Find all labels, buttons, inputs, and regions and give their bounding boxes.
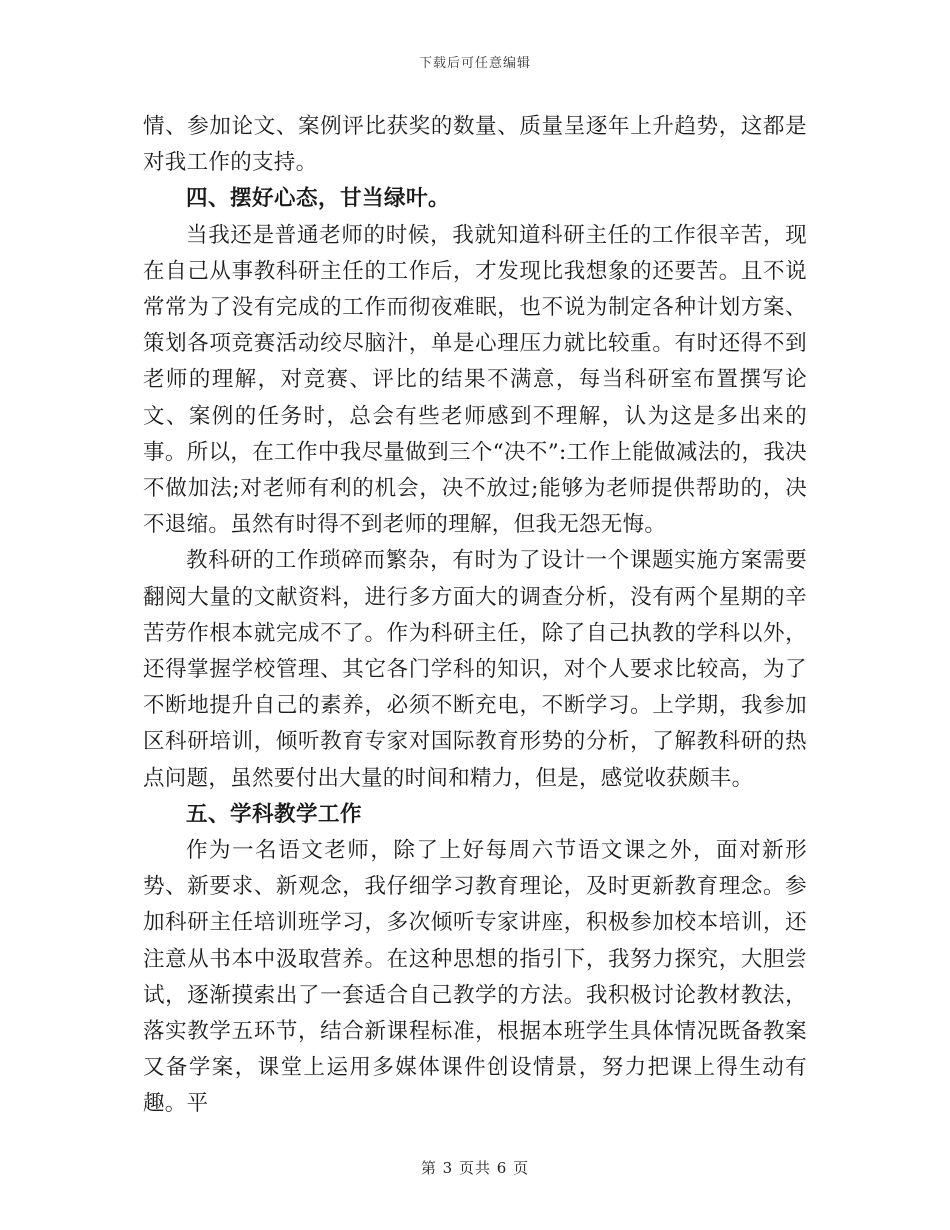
page-footer: 第 3 页共 6 页 xyxy=(420,1159,530,1177)
paragraph-continued: 情、参加论文、案例评比获奖的数量、质量呈逐年上升趋势，这都是对我工作的支持。 xyxy=(143,114,807,176)
document-body xyxy=(143,109,807,1123)
section-heading-4: 四、摆好心态，甘当绿叶。 xyxy=(186,186,451,212)
paragraph-3: 作为一名语文老师，除了上好每周六节语文课之外，面对新形势、新要求、新观念，我仔细学习教育理论，及时更新教育理念。参加科研主任培训班学习，多次倾听专家讲座，积极参加校本培训，还注意从书本中汲取营养。在这种思想的指引下，我努力探究，大胆尝试，逐渐摸索出了一套适合自己教学的方法。我积极讨论教材教法，落实教学五环节，结合新课程标准，根据本班学生具体情况既备教案又备学案，课堂上运用多媒体课件创设情景，努力把课上得生动有趣。平 xyxy=(143,838,807,1117)
section-heading-5: 五、学科教学工作 xyxy=(186,801,363,827)
page-header: 下载后可任意编辑 xyxy=(418,56,531,71)
paragraph-2: 教科研的工作琐碎而繁杂，有时为了设计一个课题实施方案需要翻阅大量的文献资料，进行多方面大的调查分析，没有两个星期的辛苦劳作根本就完成不了。作为科研主任，除了自己执教的学科以外，还得掌握学校管理、其它各门学科的知识，对个人要求比较高，为了不断地提升自己的素养，必须不断充电，不断学习。上学期，我参加区科研培训，倾听教育专家对国际教育形势的分析，了解教科研的热点问题，虽然要付出大量的时间和精力，但是，感觉收获颇丰。 xyxy=(143,548,807,791)
paragraph-1: 当我还是普通老师的时候，我就知道科研主任的工作很辛苦，现在自己从事教科研主任的工作后，才发现比我想象的还要苦。且不说常常为了没有完成的工作而彻夜难眠，也不说为制定各种计划方案、策划各项竞赛活动绞尽脑汁，单是心理压力就比较重。有时还得不到老师的理解，对竞赛、评比的结果不满意，每当科研室布置撰写论文、案例的任务时，总会有些老师感到不理解，认为这是多出来的事。所以，在工作中我尽量做到三个“决不”:工作上能做减法的，我决不做加法;对老师有利的机会，决不放过;能够为老师提供帮助的，决不退缩。虽然有时得不到老师的理解，但我无怨无悔。 xyxy=(143,222,807,538)
